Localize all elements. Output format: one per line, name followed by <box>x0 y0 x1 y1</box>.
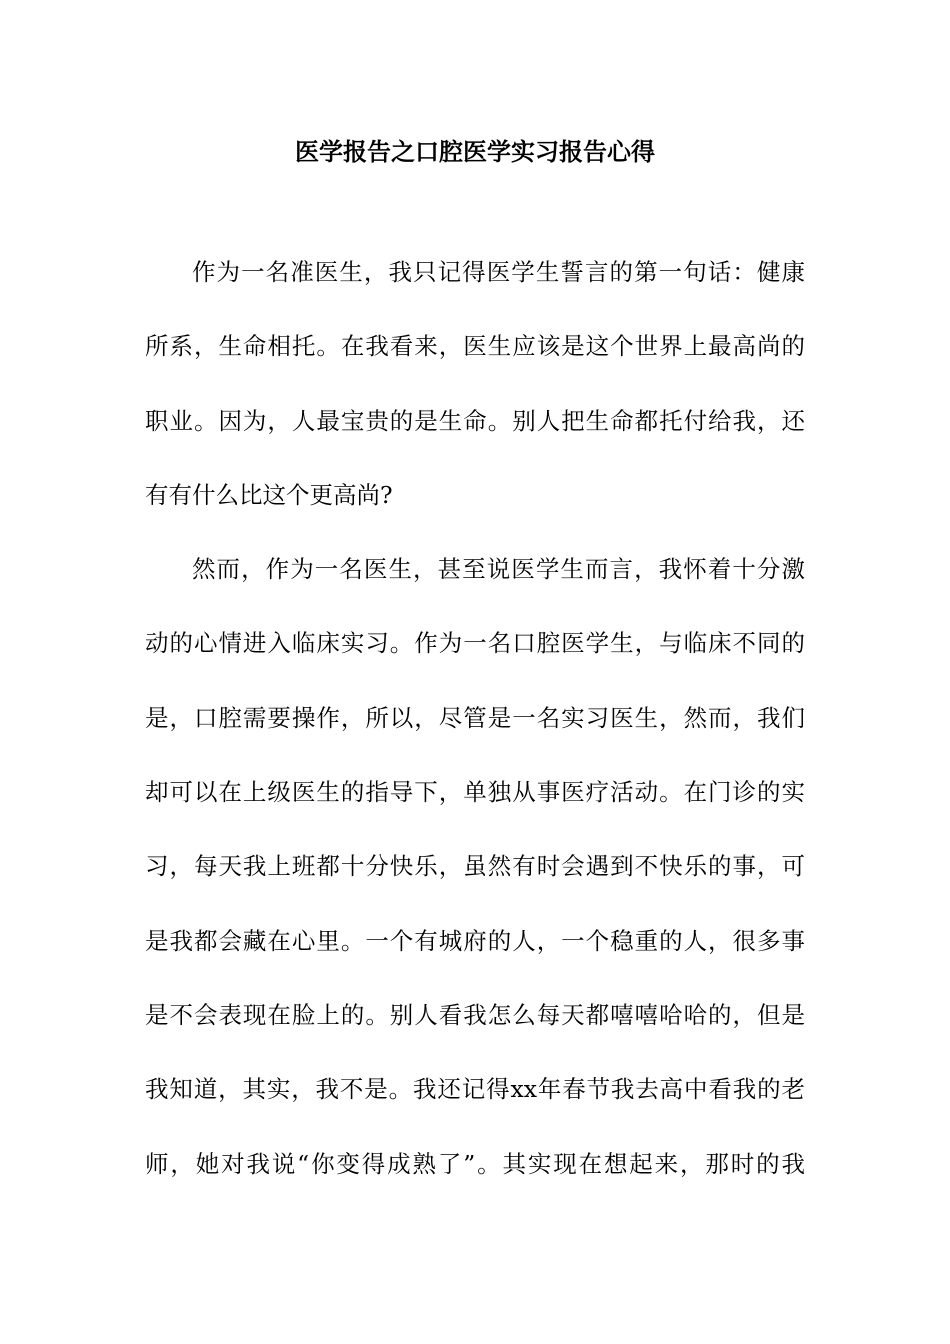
document-title: 医学报告之口腔医学实习报告心得 <box>295 137 655 166</box>
document-body <box>145 252 805 1218</box>
paragraph-2-line-3: 是，口腔需要操作，所以，尽管是一名实习医生，然而，我们 <box>145 703 805 732</box>
paragraph-1-line-1: 作为一名准医生，我只记得医学生誓言的第一句话：健康 <box>192 258 805 286</box>
paragraph-2-line-7: 是不会表现在脸上的。别人看我怎么每天都嘻嘻哈哈的，但是 <box>145 1000 805 1029</box>
paragraph-2-line-4: 却可以在上级医生的指导下，单独从事医疗活动。在门诊的实 <box>145 778 805 807</box>
paragraph-2-line-8: 我知道，其实，我不是。我还记得xx年春节我去高中看我的老 <box>145 1075 805 1104</box>
paragraph-1-line-3: 职业。因为，人最宝贵的是生命。别人把生命都托付给我，还 <box>145 406 805 435</box>
paragraph-1-line-4: 有有什么比这个更高尚? <box>145 480 393 509</box>
paragraph-2-line-9: 师，她对我说“你变得成熟了”。其实现在想起来，那时的我 <box>145 1149 805 1178</box>
paragraph-2-line-2: 动的心情进入临床实习。作为一名口腔医学生，与临床不同的 <box>145 629 805 658</box>
paragraph-2-line-1: 然而，作为一名医生，甚至说医学生而言，我怀着十分激 <box>192 555 805 584</box>
paragraph-1-line-2: 所系，生命相托。在我看来，医生应该是这个世界上最高尚的 <box>145 332 805 361</box>
paragraph-2-line-6: 是我都会藏在心里。一个有城府的人，一个稳重的人，很多事 <box>145 926 805 955</box>
paragraph-2-line-5: 习，每天我上班都十分快乐，虽然有时会遇到不快乐的事，可 <box>145 852 805 881</box>
